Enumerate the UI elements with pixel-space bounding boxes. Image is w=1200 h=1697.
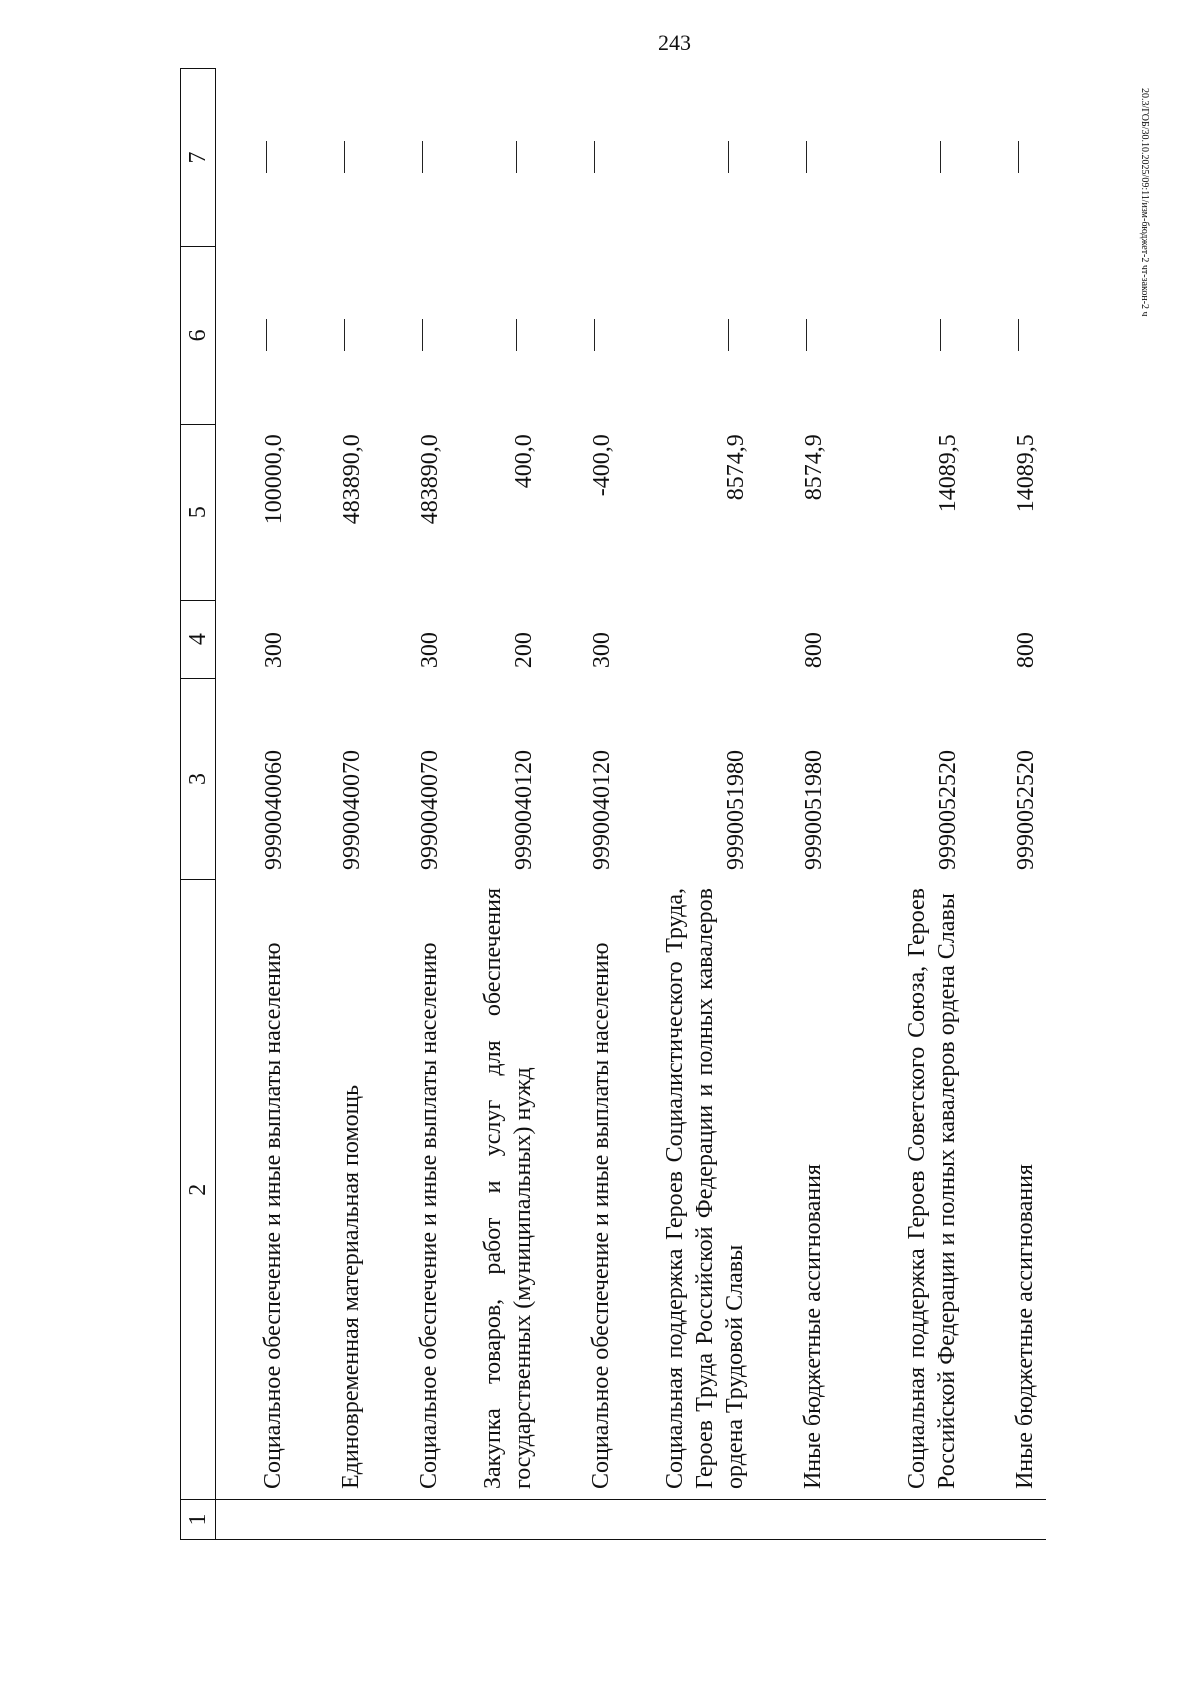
cell-amount: 8574,9: [723, 434, 749, 501]
cell-col1: [622, 1500, 756, 1540]
cell-type: 300: [261, 632, 287, 669]
cell-amount: -400,0: [589, 434, 615, 497]
cell-dash-6: [594, 319, 595, 351]
cell-code: 9990051980: [801, 749, 827, 870]
cell-dash-7: [422, 141, 423, 173]
table-row: [834, 69, 968, 1540]
cell-name: Единовременная материальная помощь: [338, 1084, 364, 1490]
cell-amount: 400,0: [511, 434, 537, 489]
cell-code: 9990040060: [261, 749, 287, 870]
cell-dash-6: [940, 319, 941, 351]
column-header-7: 7: [181, 69, 216, 247]
table-row: [294, 69, 372, 1540]
cell-name: Социальная поддержка Героев Социалистического Труда, Героев Труда Российской Федерации и полных кавалеров ордена Трудовой Славы: [662, 887, 748, 1490]
cell-col1: [756, 1500, 834, 1540]
cell-col1: [834, 1500, 968, 1540]
cell-type: 300: [417, 632, 443, 669]
cell-name: Иные бюджетные ассигнования: [1012, 1164, 1038, 1490]
column-header-2: 2: [181, 880, 216, 1500]
cell-dash-7: [806, 141, 807, 173]
cell-dash-6: [806, 319, 807, 351]
cell-dash-6: [266, 319, 267, 351]
cell-amount: 100000,0: [261, 434, 287, 525]
cell-amount: 14089,5: [1013, 434, 1039, 513]
table-row: [544, 69, 622, 1540]
cell-dash-6: [516, 319, 517, 351]
cell-code: 9990040120: [589, 749, 615, 870]
cell-name: Социальное обеспечение и иные выплаты населению: [260, 942, 286, 1490]
table-row: [622, 69, 756, 1540]
column-header-5: 5: [181, 424, 216, 600]
cell-type: 800: [801, 632, 827, 669]
cell-name: Социальная поддержка Героев Советского Союза, Героев Российской Федерации и полных кавалеров ордена Славы: [904, 887, 960, 1490]
cell-amount: 483890,0: [339, 434, 365, 525]
column-header-4: 4: [181, 600, 216, 678]
cell-name: Иные бюджетные ассигнования: [800, 1164, 826, 1490]
table-row: [968, 69, 1046, 1540]
cell-dash-6: [344, 319, 345, 351]
cell-dash-6: [1018, 319, 1019, 351]
header-row: [181, 69, 216, 1540]
cell-code: 9990040120: [511, 749, 537, 870]
column-header-1: 1: [181, 1500, 216, 1540]
cell-name: Закупка товаров, работ и услуг для обеспечения государственных (муниципальных) нужд: [480, 887, 536, 1490]
cell-type: 800: [1013, 632, 1039, 669]
cell-code: 9990040070: [417, 749, 443, 870]
cell-col1: [294, 1500, 372, 1540]
cell-name: Социальное обеспечение и иные выплаты населению: [416, 942, 442, 1490]
cell-col1: [372, 1500, 450, 1540]
table-row: [450, 69, 544, 1540]
cell-col1: [544, 1500, 622, 1540]
cell-col1: [216, 1500, 295, 1540]
cell-type: 300: [589, 632, 615, 669]
cell-amount: 8574,9: [801, 434, 827, 501]
cell-dash-7: [516, 141, 517, 173]
column-header-3: 3: [181, 678, 216, 880]
budget-table: [180, 68, 1046, 1540]
cell-col1: [968, 1500, 1046, 1540]
cell-dash-7: [594, 141, 595, 173]
cell-dash-7: [728, 141, 729, 173]
table-row: [756, 69, 834, 1540]
cell-name: Социальное обеспечение и иные выплаты населению: [588, 942, 614, 1490]
cell-amount: 483890,0: [417, 434, 443, 525]
cell-dash-7: [266, 141, 267, 173]
budget-table-rotated: [180, 68, 1170, 1540]
cell-code: 9990051980: [723, 749, 749, 870]
cell-code: 9990052520: [1013, 749, 1039, 870]
cell-dash-7: [940, 141, 941, 173]
cell-dash-6: [422, 319, 423, 351]
cell-col1: [450, 1500, 544, 1540]
cell-amount: 14089,5: [935, 434, 961, 513]
cell-code: 9990040070: [339, 749, 365, 870]
cell-type: 200: [511, 632, 537, 669]
page-number: 243: [658, 30, 691, 55]
cell-code: 9990052520: [935, 749, 961, 870]
footer-code: 20.3/ГОБ/30.10.2025/09:11/изм-бюджет-2 чт-закон-2 ч: [1139, 88, 1150, 317]
column-header-6: 6: [181, 246, 216, 424]
cell-dash-7: [1018, 141, 1019, 173]
table-row: [216, 69, 295, 1540]
cell-dash-7: [344, 141, 345, 173]
table-row: [372, 69, 450, 1540]
cell-dash-6: [728, 319, 729, 351]
